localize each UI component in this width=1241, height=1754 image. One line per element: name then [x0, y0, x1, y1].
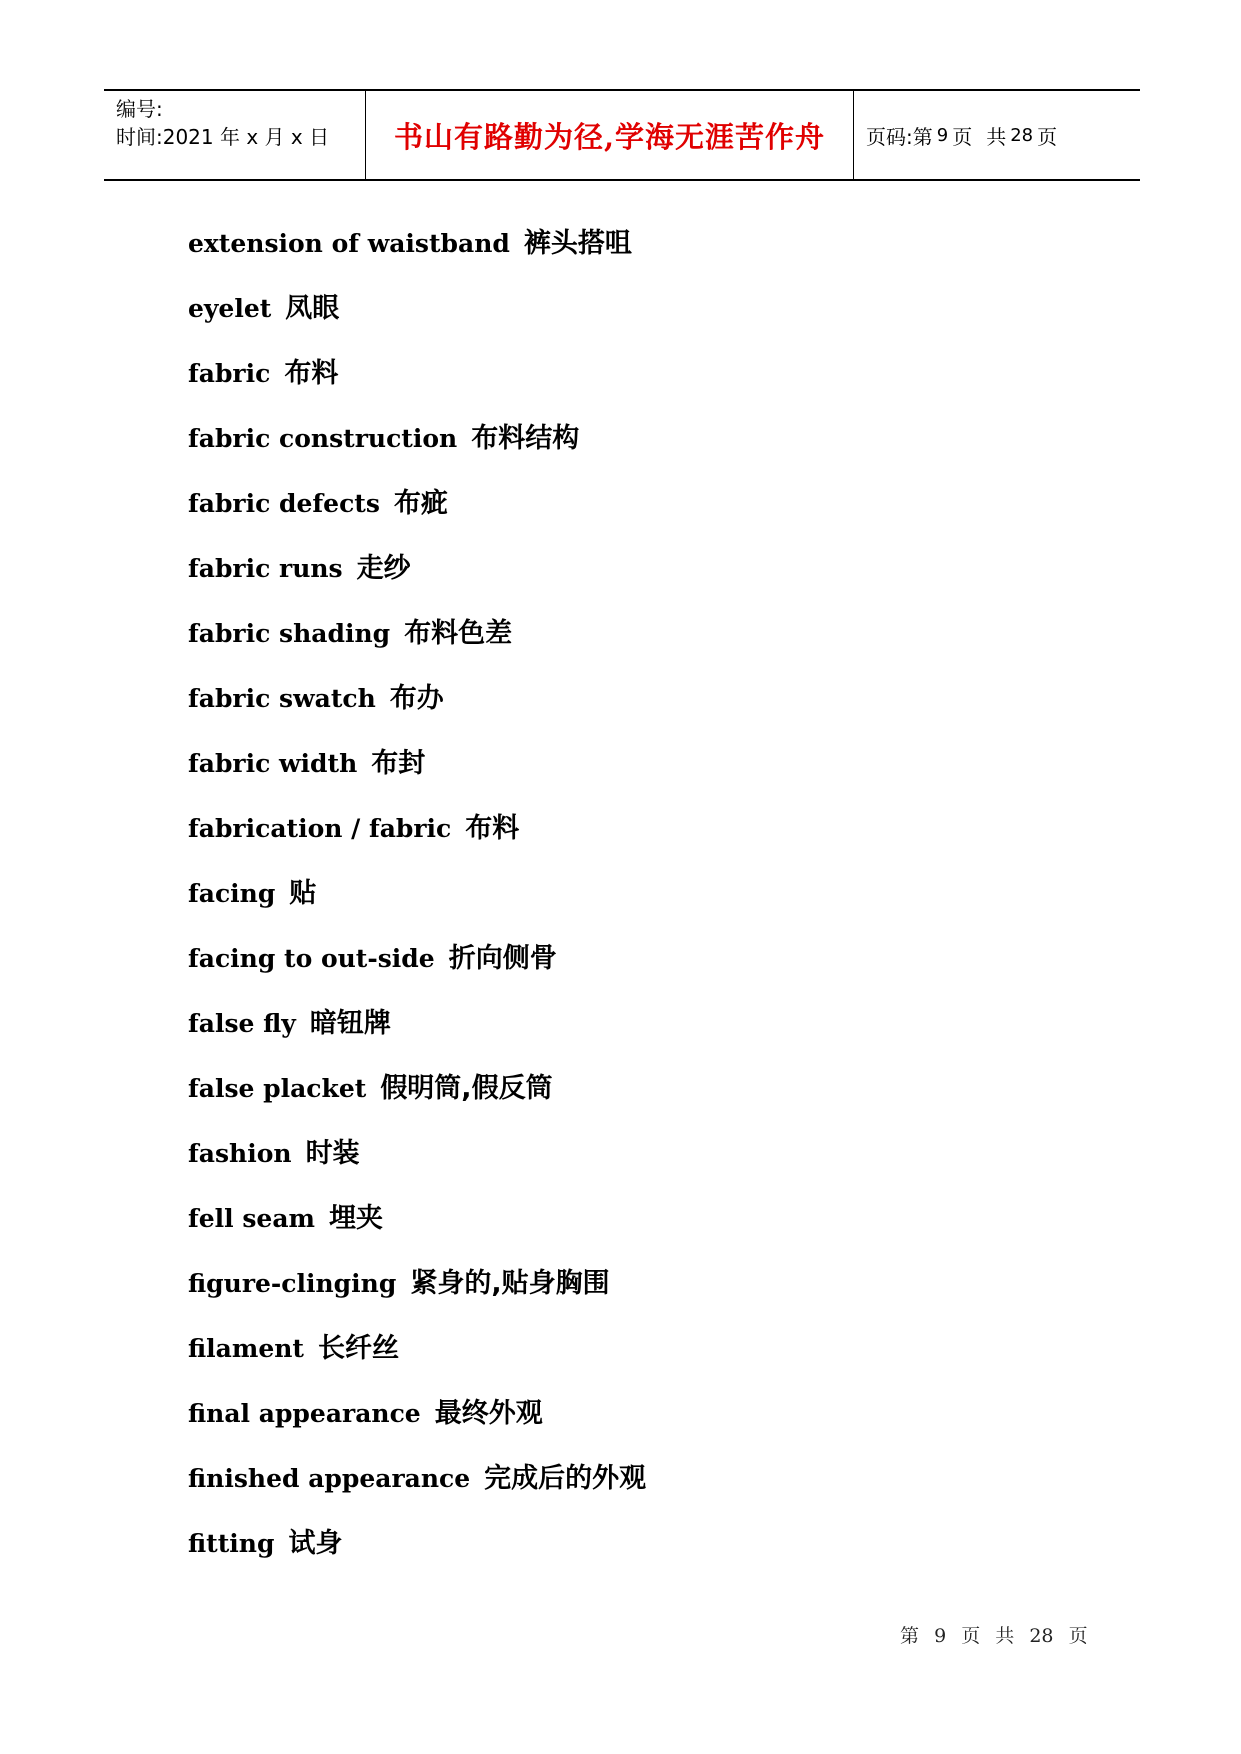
term-english: fell seam	[188, 1204, 315, 1233]
term-chinese: 布料	[465, 813, 520, 844]
term-english: fabric shading	[188, 619, 391, 648]
total-suffix: 页	[1037, 124, 1058, 149]
term-english: facing to out-side	[188, 944, 435, 973]
term-english: fabric swatch	[188, 684, 376, 713]
term-english: fabric width	[188, 749, 358, 778]
term-chinese: 凤眼	[285, 293, 340, 324]
glossary-entry	[188, 352, 646, 417]
term-english: false fly	[188, 1009, 296, 1038]
term-chinese: 暗钮牌	[309, 1008, 391, 1039]
term-chinese: 试身	[288, 1528, 343, 1559]
glossary-entry	[188, 287, 646, 352]
glossary-entry	[188, 1132, 646, 1197]
glossary-entry	[188, 937, 646, 1002]
glossary-entry	[188, 547, 646, 612]
footer-text-4: 页	[1068, 1625, 1088, 1647]
term-english: fabric defects	[188, 489, 380, 518]
header-motto-cell	[366, 91, 854, 179]
term-chinese: 布疵	[393, 488, 448, 519]
page-footer	[900, 1621, 1097, 1648]
footer-text-2: 页	[961, 1625, 981, 1647]
glossary-entry	[188, 612, 646, 677]
term-chinese: 布办	[389, 683, 444, 714]
time-label: 时间:2021 年 x 月 x 日	[116, 125, 330, 149]
glossary-entry	[188, 742, 646, 807]
term-english: final appearance	[188, 1399, 421, 1428]
footer-total-pages: 28	[1029, 1625, 1054, 1647]
term-chinese: 布料	[284, 358, 339, 389]
glossary-entry	[188, 482, 646, 547]
document-header	[104, 89, 1140, 181]
term-chinese: 布料色差	[404, 618, 513, 649]
glossary-entry	[188, 677, 646, 742]
glossary-list	[188, 222, 646, 1587]
term-english: eyelet	[188, 294, 272, 323]
term-chinese: 时装	[305, 1138, 360, 1169]
term-chinese: 最终外观	[434, 1398, 543, 1429]
glossary-entry	[188, 807, 646, 872]
footer-text-1: 第	[900, 1625, 920, 1647]
page-prefix: 页码:第	[866, 124, 933, 149]
header-page-cell	[854, 91, 1140, 179]
glossary-entry	[188, 1067, 646, 1132]
term-english: fabric	[188, 359, 271, 388]
term-english: fabric construction	[188, 424, 458, 453]
serial-label: 编号:	[116, 97, 163, 121]
page-mid: 页	[952, 124, 973, 149]
term-chinese: 长纤丝	[317, 1333, 399, 1364]
footer-page-number: 9	[934, 1625, 947, 1647]
term-chinese: 走纱	[356, 553, 411, 584]
footer-text-3: 共	[995, 1625, 1015, 1647]
term-chinese: 紧身的,贴身胸围	[410, 1268, 610, 1299]
motto-text: 书山有路勤为径,学海无涯苦作舟	[393, 119, 826, 154]
page-number: 9	[936, 124, 949, 146]
term-chinese: 布料结构	[471, 423, 580, 454]
term-english: fabric runs	[188, 554, 343, 583]
glossary-entry	[188, 1262, 646, 1327]
glossary-entry	[188, 1327, 646, 1392]
term-english: filament	[188, 1334, 304, 1363]
term-english: fashion	[188, 1139, 292, 1168]
glossary-entry	[188, 1457, 646, 1522]
term-chinese: 折向侧骨	[448, 943, 557, 974]
term-english: extension of waistband	[188, 229, 510, 258]
glossary-entry	[188, 872, 646, 937]
header-info-cell	[104, 91, 366, 179]
glossary-entry	[188, 417, 646, 482]
glossary-entry	[188, 1002, 646, 1067]
glossary-entry	[188, 222, 646, 287]
total-pages: 28	[1010, 124, 1034, 146]
glossary-entry	[188, 1392, 646, 1457]
total-prefix: 共	[986, 124, 1007, 149]
term-english: fitting	[188, 1529, 275, 1558]
term-english: finished appearance	[188, 1464, 471, 1493]
term-chinese: 裤头搭咀	[523, 228, 632, 259]
term-english: fabrication / fabric	[188, 814, 452, 843]
term-english: figure-clinging	[188, 1269, 397, 1298]
glossary-entry	[188, 1522, 646, 1587]
term-english: false placket	[188, 1074, 367, 1103]
term-english: facing	[188, 879, 276, 908]
term-chinese: 布封	[371, 748, 426, 779]
term-chinese: 埋夹	[329, 1203, 383, 1234]
glossary-entry	[188, 1197, 646, 1262]
term-chinese: 假明筒,假反筒	[380, 1073, 553, 1104]
term-chinese: 贴	[289, 878, 317, 909]
term-chinese: 完成后的外观	[484, 1463, 647, 1494]
